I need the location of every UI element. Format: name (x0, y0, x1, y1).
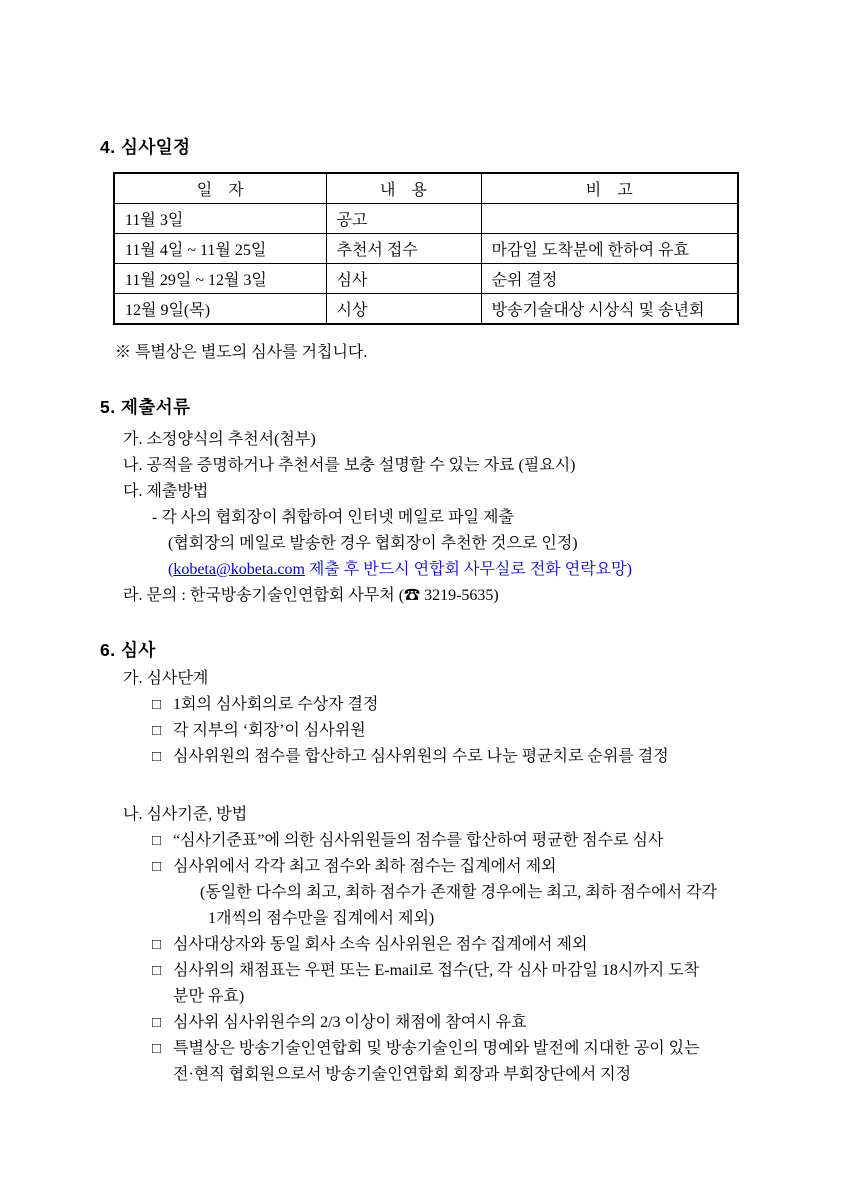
checkbox-icon: □ (152, 963, 162, 979)
cell-content: 추천서 접수 (326, 234, 481, 264)
review-criteria-text: 특별상은 방송기술인연합회 및 방송기술인의 명예와 발전에 지대한 공이 있는 (173, 1040, 700, 1057)
checkbox-icon: □ (152, 723, 162, 739)
section4-heading: 4. 심사일정 (100, 137, 191, 157)
cell-content: 시상 (326, 294, 481, 325)
cell-date: 11월 29일 ~ 12월 3일 (114, 264, 326, 294)
email-link[interactable]: kobeta@kobeta.com (173, 561, 305, 578)
review-step-item (152, 692, 755, 718)
cell-date: 11월 4일 ~ 11월 25일 (114, 234, 326, 264)
cell-content: 심사 (326, 264, 481, 294)
checkbox-icon: □ (152, 833, 162, 849)
cell-remarks: 마감일 도착분에 한하여 유효 (481, 234, 738, 264)
contact-line: 라. 문의 : 한국방송기술인연합회 사무처 (☎ 3219-5635) (123, 587, 499, 604)
email-line-rest: 제출 후 반드시 연합회 사무실로 전화 연락요망) (304, 561, 632, 578)
table-row (114, 234, 738, 264)
table-row (114, 204, 738, 234)
submission-item-na: 나. 공적을 증명하거나 추천서를 보충 설명할 수 있는 자료 (필요시) (123, 457, 576, 474)
email-line (168, 557, 755, 583)
cell-remarks: 방송기술대상 시상식 및 송년회 (481, 294, 738, 325)
table-row (114, 294, 738, 325)
review-criteria-item (152, 854, 755, 880)
review-criteria-item (152, 932, 755, 958)
email-line-open: ( (168, 561, 174, 578)
submission-item-da: 다. 제출방법 (123, 483, 209, 500)
table-header-row (114, 173, 738, 204)
review-criteria-sub-note: (동일한 다수의 최고, 최하 점수가 존재할 경우에는 최고, 최하 점수에서 각각 (200, 884, 718, 901)
checkbox-icon: □ (152, 749, 162, 765)
section6-heading: 6. 심사 (100, 640, 156, 660)
review-steps-subheading: 가. 심사단계 (123, 670, 209, 687)
review-criteria-item (152, 1036, 755, 1062)
cell-date: 12월 9일(목) (114, 294, 326, 325)
cell-remarks: 순위 결정 (481, 264, 738, 294)
checkbox-icon: □ (152, 937, 162, 953)
schedule-table (113, 172, 739, 325)
special-award-note: ※ 특별상은 별도의 심사를 거칩니다. (115, 344, 368, 361)
review-step-text: 1회의 심사회의로 수상자 결정 (173, 696, 379, 713)
col-header-remarks: 비 고 (481, 173, 738, 204)
review-criteria-text: 심사위 심사위원수의 2/3 이상이 채점에 참여시 유효 (173, 1014, 527, 1031)
review-criteria-text: “심사기준표”에 의한 심사위원들의 점수를 합산하여 평균한 점수로 심사 (173, 832, 664, 849)
cell-date: 11월 3일 (114, 204, 326, 234)
review-criteria-sub-note: 1개씩의 점수만을 집계에서 제외) (208, 910, 435, 927)
review-step-text: 각 지부의 ‘회장’이 심사위원 (173, 722, 366, 739)
review-criteria-continuation: 분만 유효) (173, 988, 245, 1005)
cell-remarks (481, 204, 738, 234)
review-criteria-item (152, 958, 755, 984)
review-criteria-text: 심사대상자와 동일 회사 소속 심사위원은 점수 집계에서 제외 (173, 936, 588, 953)
col-header-content: 내 용 (326, 173, 481, 204)
table-row (114, 264, 738, 294)
review-criteria-item (152, 828, 755, 854)
submission-method-paren-line: (협회장의 메일로 발송한 경우 협회장이 추천한 것으로 인정) (168, 535, 578, 552)
section5-heading: 5. 제출서류 (100, 397, 191, 417)
review-step-item (152, 718, 755, 744)
review-criteria-text: 심사위의 채점표는 우편 또는 E-mail로 접수(단, 각 심사 마감일 18시까지 도착 (173, 962, 700, 979)
review-criteria-item (152, 1010, 755, 1036)
review-criteria-continuation: 전·현직 협회원으로서 방송기술인연합회 회장과 부회장단에서 지정 (173, 1066, 632, 1083)
checkbox-icon: □ (152, 1041, 162, 1057)
submission-method-line: - 각 사의 협회장이 취합하여 인터넷 메일로 파일 제출 (152, 509, 514, 526)
cell-content: 공고 (326, 204, 481, 234)
checkbox-icon: □ (152, 697, 162, 713)
checkbox-icon: □ (152, 1015, 162, 1031)
col-header-date: 일 자 (114, 173, 326, 204)
review-step-text: 심사위원의 점수를 합산하고 심사위원의 수로 나눈 평균치로 순위를 결정 (173, 748, 669, 765)
submission-item-ga: 가. 소정양식의 추천서(첨부) (123, 431, 316, 448)
review-criteria-subheading: 나. 심사기준, 방법 (123, 806, 248, 823)
checkbox-icon: □ (152, 859, 162, 875)
review-criteria-text: 심사위에서 각각 최고 점수와 최하 점수는 집계에서 제외 (173, 858, 557, 875)
review-step-item (152, 744, 755, 770)
